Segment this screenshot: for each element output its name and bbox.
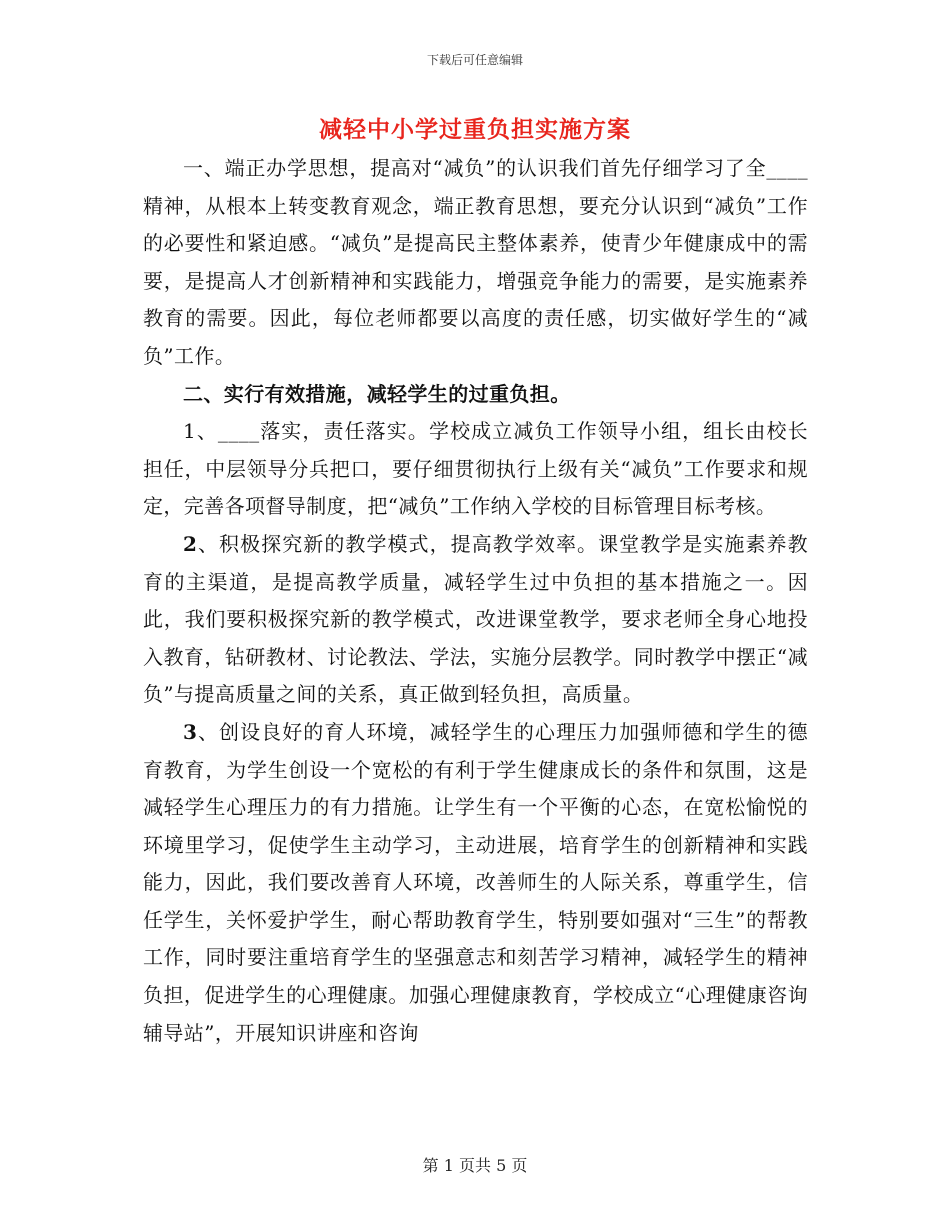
paragraph-item-2 xyxy=(143,526,808,714)
paragraph-text: 1、____落实，责任落实。学校成立减负工作领导小组，组长由校长担任，中层领导分兵把口，要仔细贯彻执行上级有关“减负”工作要求和规定，完善各项督导制度，把“减负”工作纳入学校的目标管理目标考核。 xyxy=(143,419,808,519)
section-heading-2 xyxy=(143,376,808,414)
paragraph-text: 、积极探究新的教学模式，提高教学效率。课堂教学是实施素养教育的主渠道，是提高教学质量，减轻学生过中负担的基本措施之一。因此，我们要积极探究新的教学模式，改进课堂教学，要求老师全身心地投入教育，钻研教材、讨论教法、学法，实施分层教学。同时教学中摆正“减负”与提高质量之间的关系，真正做到轻负担，高质量。 xyxy=(143,531,808,707)
document-title: 减轻中小学过重负担实施方案 xyxy=(319,116,631,143)
paragraph-item-1 xyxy=(143,413,808,526)
page-footer xyxy=(0,1156,950,1176)
item-number: 2 xyxy=(183,531,198,556)
document-body xyxy=(143,150,808,1052)
page-number: 第 1 页共 5 页 xyxy=(422,1156,528,1175)
item-number: 3 xyxy=(183,719,198,744)
heading-text: 二、实行有效措施，减轻学生的过重负担。 xyxy=(183,381,571,406)
paragraph-text: 、创设良好的育人环境，减轻学生的心理压力加强师德和学生的德育教育，为学生创设一个宽松的有利于学生健康成长的条件和氛围，这是减轻学生心理压力的有力措施。让学生有一个平衡的心态，在宽松愉悦的环境里学习，促使学生主动学习，主动进展，培育学生的创新精神和实践能力，因此，我们要改善育人环境，改善师生的人际关系，尊重学生，信任学生，关怀爱护学生，耐心帮助教育学生，特别要如强对“三生”的帮教工作，同时要注重培育学生的坚强意志和刻苦学习精神，减轻学生的精神负担，促进学生的心理健康。加强心理健康教育，学校成立“心理健康咨询辅导站”，开展知识讲座和咨询 xyxy=(143,719,808,1045)
header-text: 下载后可任意编辑 xyxy=(426,53,523,67)
paragraph-text: 一、端正办学思想，提高对“减负”的认识我们首先仔细学习了全____精神，从根本上转变教育观念，端正教育思想，要充分认识到“减负”工作的必要性和紧迫感。“减负”是提高民主整体素养，使青少年健康成中的需要，是提高人才创新精神和实践能力，增强竞争能力的需要，是实施素养教育的需要。因此，每位老师都要以高度的责任感，切实做好学生的“减负”工作。 xyxy=(143,156,808,368)
paragraph-item-3 xyxy=(143,714,808,1052)
page-header xyxy=(0,52,950,68)
paragraph-section-1 xyxy=(143,150,808,376)
